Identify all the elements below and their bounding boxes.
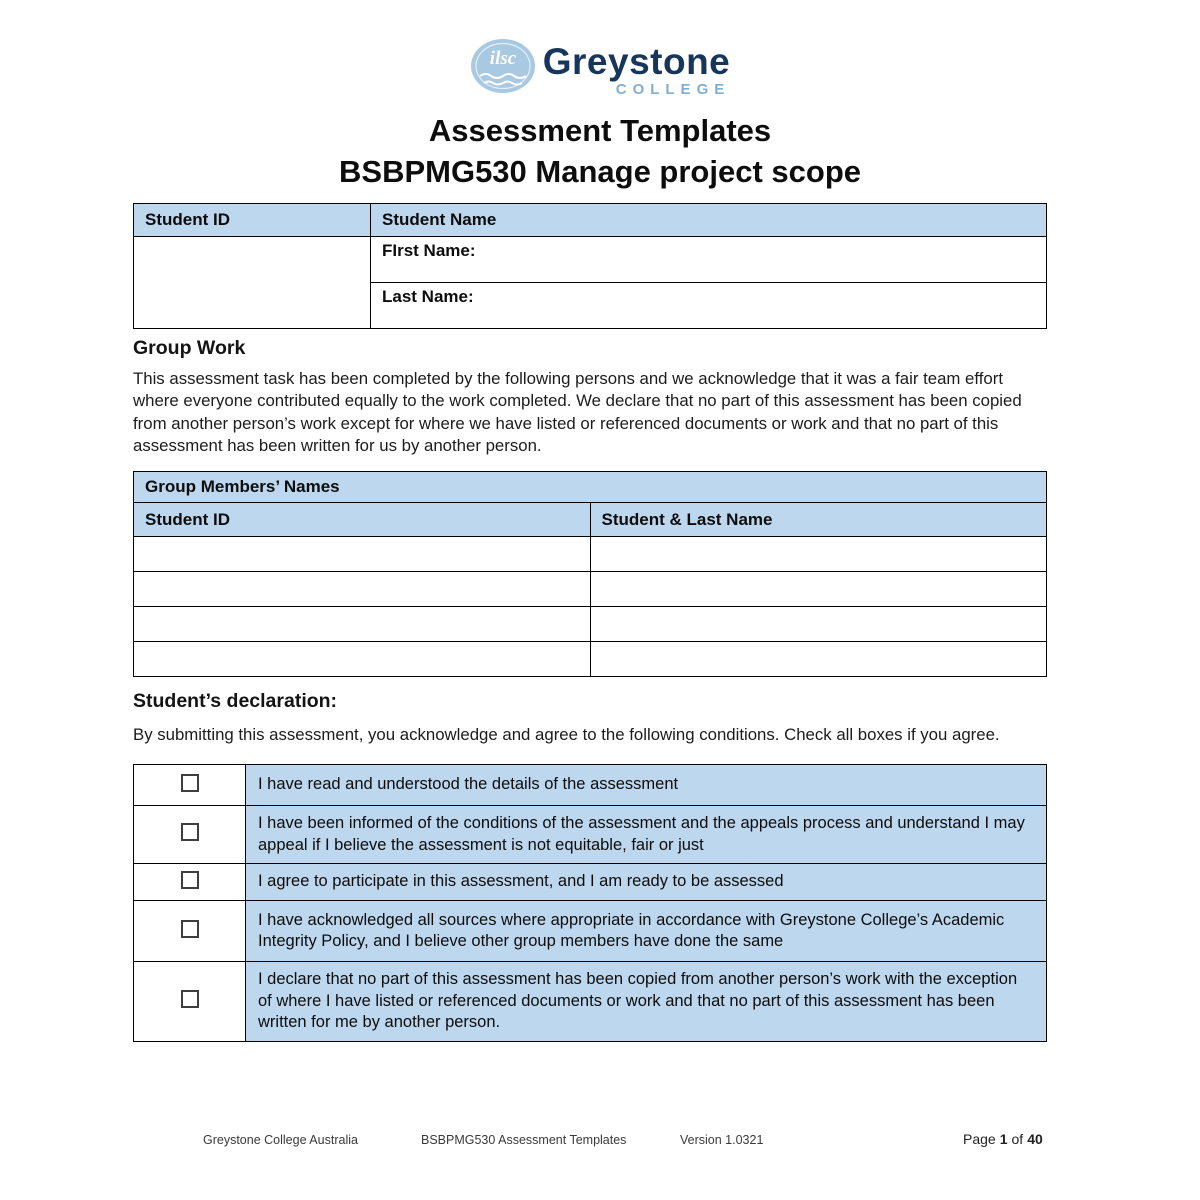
member-id-cell[interactable]	[134, 572, 591, 607]
member-name-cell[interactable]	[590, 607, 1047, 642]
footer-doc: BSBPMG530 Assessment Templates	[421, 1133, 627, 1147]
declaration-checkbox[interactable]	[181, 920, 199, 938]
member-id-cell[interactable]	[134, 537, 591, 572]
page-number: 1	[999, 1131, 1008, 1147]
member-name-cell[interactable]	[590, 537, 1047, 572]
footer-version: Version 1.0321	[680, 1133, 764, 1147]
declaration-item: I have acknowledged all sources where appropriate in accordance with Greystone College’s Academic Integrity Policy, and I believe other group members have done the same	[246, 901, 1047, 962]
ilsc-logo-icon	[470, 38, 536, 94]
member-name-cell[interactable]	[590, 642, 1047, 677]
declaration-heading: Student’s declaration:	[133, 690, 338, 712]
document-title	[0, 110, 1200, 192]
declaration-table	[133, 764, 1047, 1042]
footer-page-info	[963, 1131, 1047, 1147]
svg-text:ilsc: ilsc	[489, 48, 516, 69]
page-total: 40	[1027, 1131, 1043, 1147]
declaration-item: I declare that no part of this assessment has been copied from another person’s work with the exception of where I have listed or referenced documents or work and that no part of this assessment has been written for me by another person.	[246, 962, 1047, 1042]
declaration-row	[134, 864, 1047, 901]
student-id-name-table	[133, 203, 1047, 329]
checkbox-cell	[134, 864, 246, 901]
logo-subtitle: COLLEGE	[615, 81, 731, 98]
member-name-cell[interactable]	[590, 572, 1047, 607]
logo-wordmark: Greystone	[542, 41, 731, 82]
declaration-item: I have read and understood the details of the assessment	[246, 765, 1047, 806]
declaration-checkbox[interactable]	[181, 990, 199, 1008]
title-line1: Assessment Templates	[428, 113, 772, 148]
declaration-row	[134, 962, 1047, 1042]
group-work-heading: Group Work	[133, 337, 246, 359]
declaration-checkbox[interactable]	[181, 871, 199, 889]
group-work-paragraph: This assessment task has been completed by the following persons and we acknowledge that it was a fair team effort where everyone contributed equally to the work completed. We declare that no part of this assessment has been copied from another person’s work except for where we have listed or referenced documents or work and that no part of this assessment has been written for us by another person.	[133, 369, 1022, 455]
checkbox-cell	[134, 765, 246, 806]
declaration-row	[134, 765, 1047, 806]
of-label: of	[1011, 1131, 1024, 1147]
student-name-header: Student Name	[371, 204, 1047, 237]
member-id-header: Student ID	[134, 503, 591, 537]
first-name-cell[interactable]	[371, 237, 1047, 283]
footer-org: Greystone College Australia	[203, 1133, 358, 1147]
member-id-cell[interactable]	[134, 607, 591, 642]
declaration-item: I have been informed of the conditions of the assessment and the appeals process and understand I may appeal if I believe the assessment is not equitable, fair or just	[246, 806, 1047, 864]
last-name-cell[interactable]	[371, 283, 1047, 329]
group-members-table	[133, 471, 1047, 677]
declaration-intro: By submitting this assessment, you acknowledge and agree to the following conditions. Check all boxes if you agree.	[133, 725, 1000, 744]
last-name-label: Last Name:	[382, 287, 474, 306]
student-id-cell[interactable]	[134, 237, 371, 329]
first-name-label: FIrst Name:	[382, 241, 476, 260]
checkbox-cell	[134, 962, 246, 1042]
declaration-row	[134, 806, 1047, 864]
logo	[0, 38, 1200, 98]
declaration-item: I agree to participate in this assessment, and I am ready to be assessed	[246, 864, 1047, 901]
checkbox-cell	[134, 806, 246, 864]
title-line2: BSBPMG530 Manage project scope	[339, 154, 861, 189]
declaration-row	[134, 901, 1047, 962]
group-members-title: Group Members’ Names	[134, 472, 1047, 503]
member-id-cell[interactable]	[134, 642, 591, 677]
page-label: Page	[963, 1131, 996, 1147]
declaration-checkbox[interactable]	[181, 774, 199, 792]
checkbox-cell	[134, 901, 246, 962]
member-name-header: Student & Last Name	[590, 503, 1047, 537]
student-id-header: Student ID	[134, 204, 371, 237]
declaration-checkbox[interactable]	[181, 823, 199, 841]
